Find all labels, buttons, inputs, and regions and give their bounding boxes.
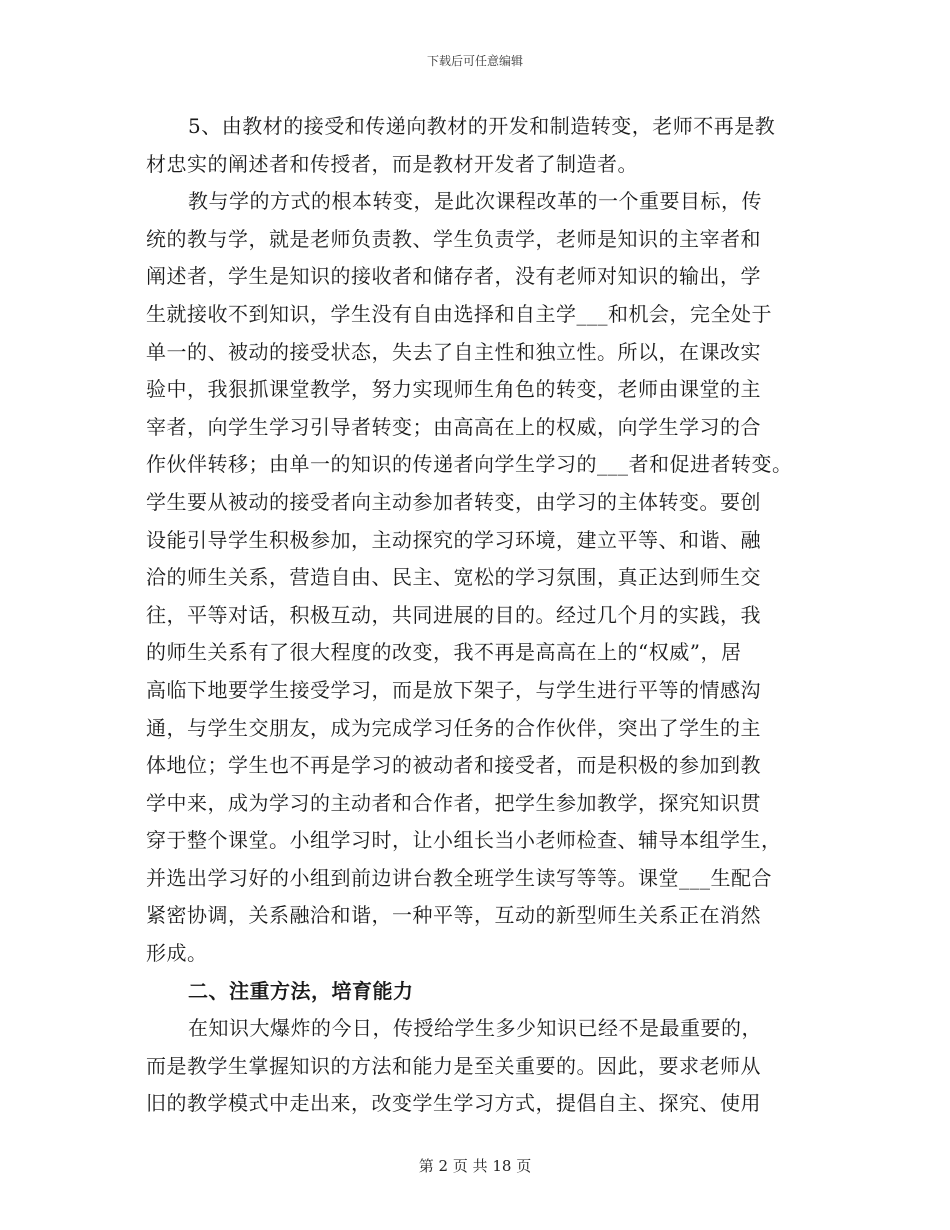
paragraph-line: 高临下地要学生接受学习，而是放下架子，与学生进行平等的情感沟 — [146, 677, 761, 702]
paragraph-line: 往，平等对话，积极互动，共同进展的目的。经过几个月的实践，我 — [146, 602, 761, 627]
page-header: 下载后可任意编辑 — [426, 54, 523, 68]
paragraph-line: 宰者，向学生学习引导者转变；由高高在上的权威，向学生学习的合 — [146, 414, 761, 439]
paragraph-line: 5、由教材的接受和传递向教材的开发和制造转变，老师不再是教 — [188, 114, 776, 138]
paragraph-line: 紧密协调，关系融洽和谐，一种平等，互动的新型师生关系正在消然 — [146, 903, 761, 928]
paragraph-line: 通，与学生交朋友，成为完成学习任务的合作伙伴，突出了学生的主 — [146, 715, 761, 740]
paragraph-line: 而是教学生掌握知识的方法和能力是至关重要的。因此，要求老师从 — [146, 1053, 761, 1078]
paragraph-line: 的师生关系有了很大程度的改变，我不再是高高在上的“权威”，居 — [146, 640, 742, 665]
paragraph-line: 材忠实的阐述者和传授者，而是教材开发者了制造者。 — [146, 151, 638, 176]
paragraph-line: 并选出学习好的小组到前边讲台教全班学生读写等等。课堂___生配合 — [146, 865, 772, 890]
paragraph-line: 学生要从被动的接受者向主动参加者转变，由学习的主体转变。要创 — [146, 489, 761, 514]
paragraph-line: 设能引导学生积极参加，主动探究的学习环境，建立平等、和谐、融 — [146, 527, 761, 552]
paragraph-line: 生就接收不到知识，学生没有自由选择和自主学___和机会，完全处于 — [146, 301, 772, 326]
paragraph-line: 旧的教学模式中走出来，改变学生学习方式，提倡自主、探究、使用 — [146, 1091, 761, 1116]
page-footer: 第 2 页 共 18 页 — [418, 1157, 532, 1175]
paragraph-line: 验中，我狠抓课堂教学，努力实现师生角色的转变，老师由课堂的主 — [146, 377, 761, 402]
paragraph-line: 作伙伴转移；由单一的知识的传递者向学生学习的___者和促进者转变。 — [146, 452, 793, 477]
document-body — [146, 108, 836, 1123]
paragraph-line: 在知识大爆炸的今日，传授给学生多少知识已经不是最重要的， — [188, 1016, 762, 1041]
paragraph-line: 阐述者，学生是知识的接收者和储存者，没有老师对知识的输出，学 — [146, 264, 761, 289]
paragraph-line: 形成。 — [146, 941, 208, 966]
paragraph-line: 穿于整个课堂。小组学习时，让小组长当小老师检查、辅导本组学生， — [146, 828, 782, 853]
paragraph-line: 统的教与学，就是老师负责教、学生负责学，老师是知识的主宰者和 — [146, 226, 761, 251]
paragraph-line: 学中来，成为学习的主动者和合作者，把学生参加教学，探究知识贯 — [146, 790, 761, 815]
paragraph-line: 教与学的方式的根本转变，是此次课程改革的一个重要目标，传 — [188, 189, 762, 214]
paragraph-line: 单一的、被动的接受状态，失去了自主性和独立性。所以，在课改实 — [146, 339, 761, 364]
paragraph-line: 体地位；学生也不再是学习的被动者和接受者，而是积极的参加到教 — [146, 753, 761, 778]
paragraph-line: 洽的师生关系，营造自由、民主、宽松的学习氛围，真正达到师生交 — [146, 565, 761, 590]
section-heading: 二、注重方法，培育能力 — [188, 978, 414, 1003]
